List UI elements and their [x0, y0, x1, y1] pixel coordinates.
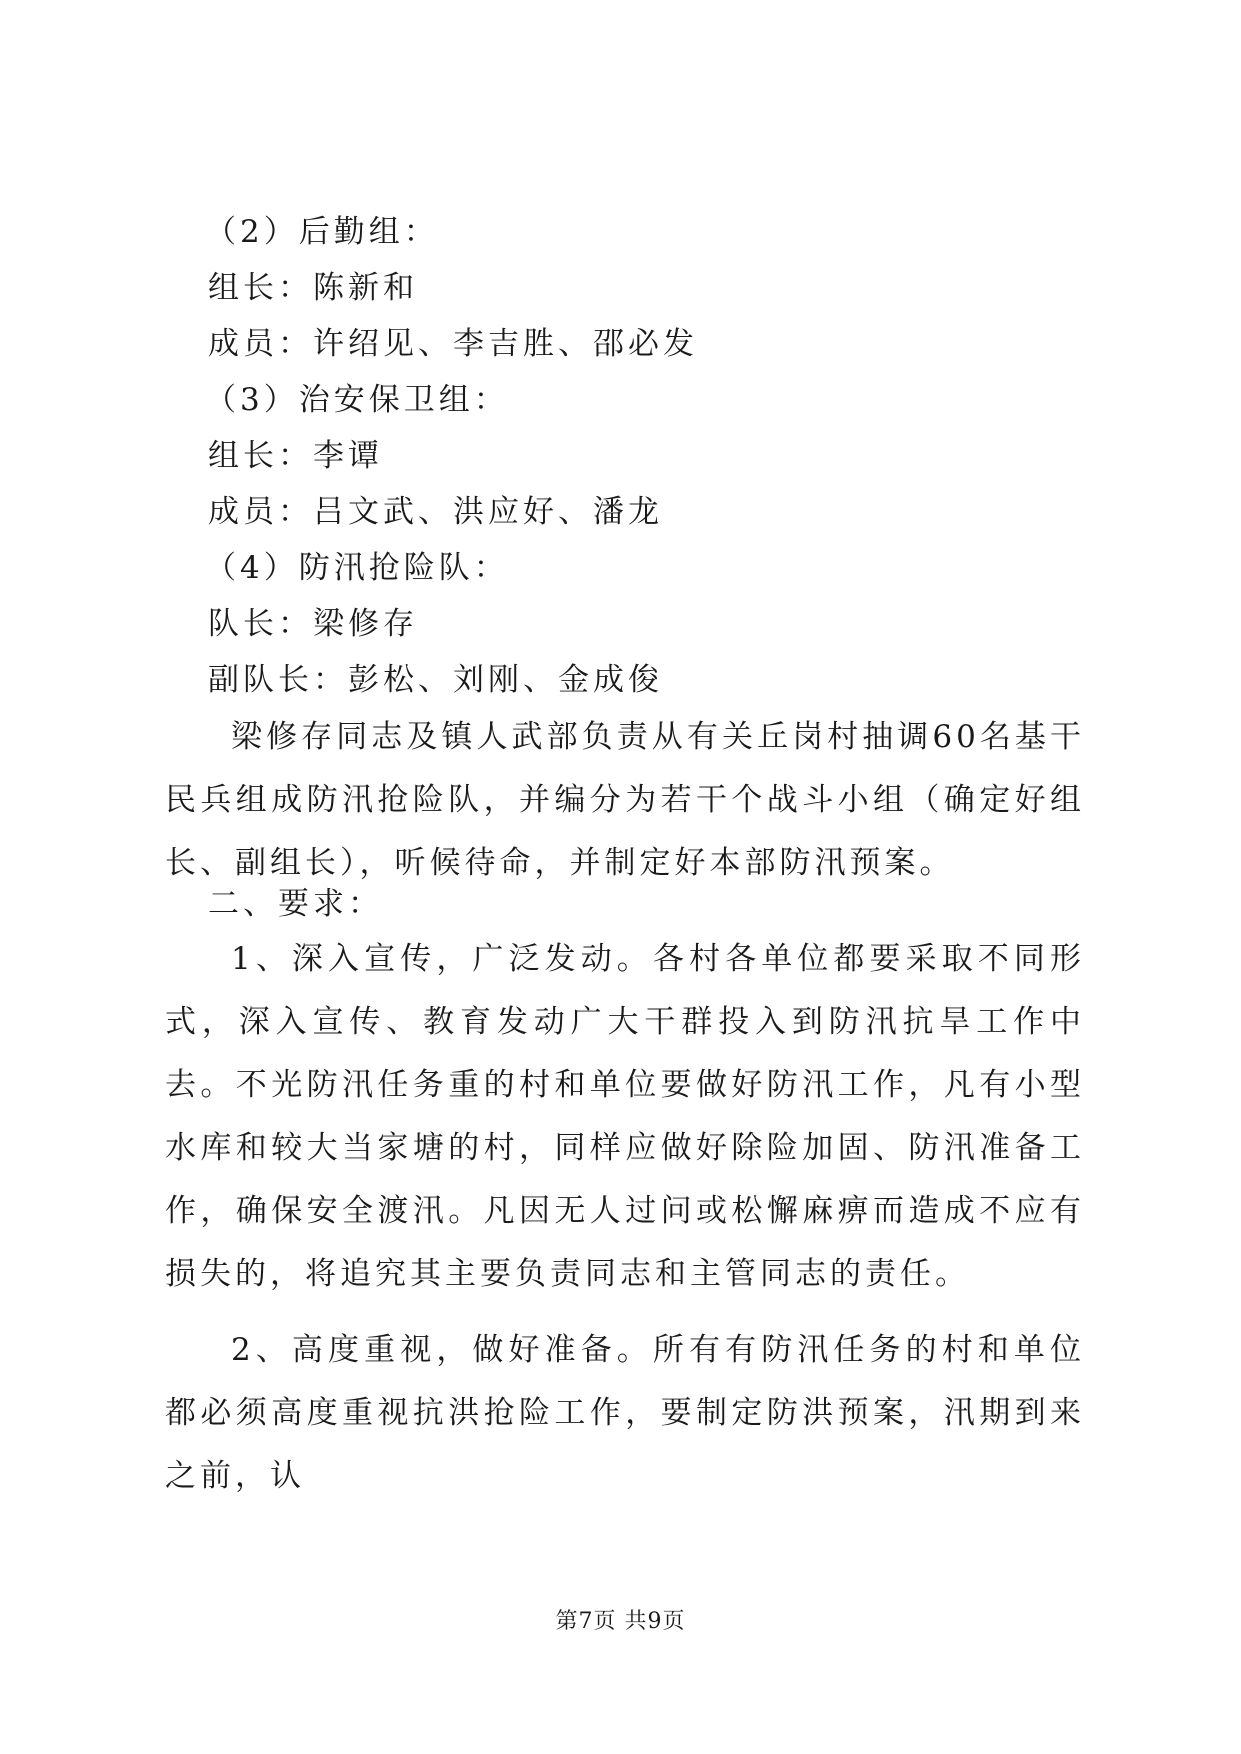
requirement-2-paragraph: 2、高度重视，做好准备。所有有防汛任务的村和单位都必须高度重视抗洪抢险工作，要制定防洪预案，汛期到来之前，认 [165, 1332, 1085, 1494]
security-group-members: 成员：吕文武、洪应好、潘龙 [208, 494, 663, 530]
page-footer: 第7页 共9页 [555, 1609, 686, 1634]
logistics-group-leader: 组长：陈新和 [208, 270, 418, 306]
security-group-leader: 组长：李谭 [208, 438, 383, 474]
militia-paragraph: 梁修存同志及镇人武部负责从有关丘岗村抽调60名基干民兵组成防汛抢险队，并编分为若干个战斗小组（确定好组长、副组长），听候待命，并制定好本部防汛预案。 [165, 719, 1085, 881]
requirements-heading: 二、要求： [208, 886, 383, 922]
logistics-group-heading: （2）后勤组： [205, 214, 439, 250]
flood-team-captain: 队长：梁修存 [208, 606, 418, 642]
requirement-1-paragraph: 1、深入宣传，广泛发动。各村各单位都要采取不同形式，深入宣传、教育发动广大干群投入到防汛抗旱工作中去。不光防汛任务重的村和单位要做好防汛工作，凡有小型水库和较大当家塘的村，同样应做好除险加固、防汛准备工作，确保安全渡汛。凡因无人过问或松懈麻痹而造成不应有损失的，将追究其主要负责同志和主管同志的责任。 [165, 941, 1085, 1292]
logistics-group-members: 成员：许绍见、李吉胜、邵必发 [208, 326, 698, 362]
security-group-heading: （3）治安保卫组： [205, 382, 509, 418]
flood-team-vice-captains: 副队长：彭松、刘刚、金成俊 [208, 662, 663, 698]
flood-team-heading: （4）防汛抢险队： [205, 550, 509, 586]
